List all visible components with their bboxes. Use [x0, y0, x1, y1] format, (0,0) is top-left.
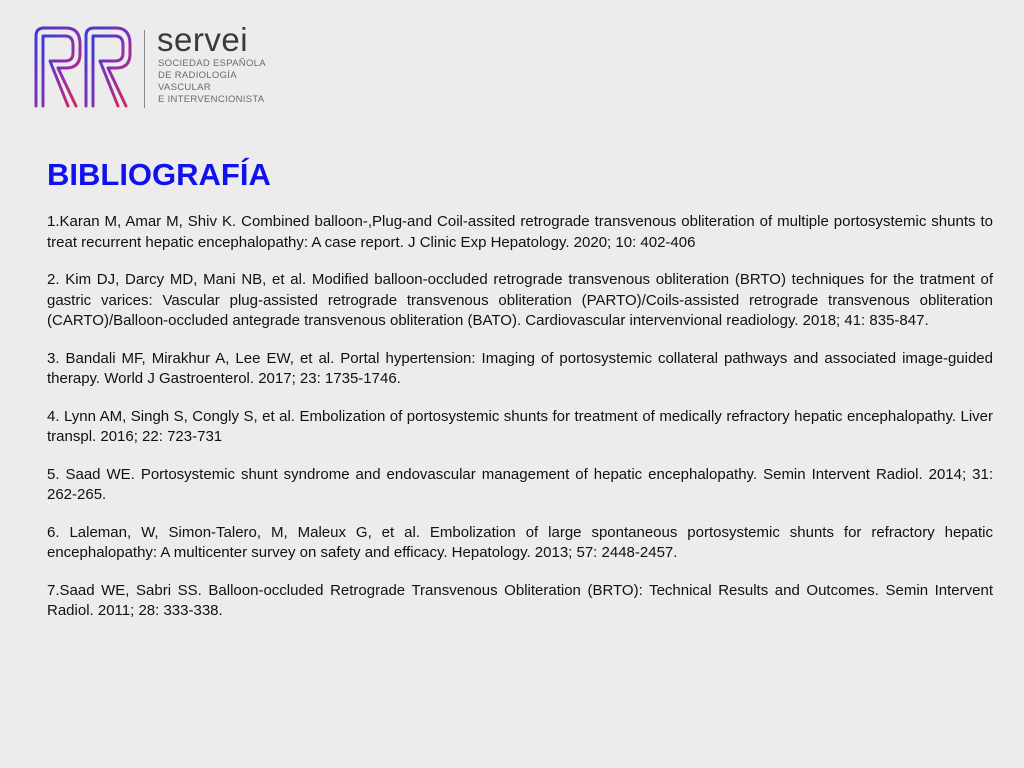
logo-divider [144, 30, 145, 108]
reference-item: 2. Kim DJ, Darcy MD, Mani NB, et al. Modified balloon-occluded retrograde transvenous obliteration (BRTO) techniques for the tratment of gastric varices: Vascular plug-assisted retrograde transvenous obliteration (PARTO)/Coils-assisted retrograde transvenous obliteration (CARTO)/Balloon-occluded antegrade transvenous obliteration (BATO). Cardiovascular intervenvional readiology. 2018; 41: 835-847. [47, 271, 993, 329]
servei-logo [30, 22, 310, 112]
servei-logo-mark-icon [30, 22, 134, 112]
logo-subtitle-line: SOCIEDAD ESPAÑOLA [158, 58, 266, 69]
page-title: BIBLIOGRAFÍA [47, 157, 271, 192]
reference-item: 3. Bandali MF, Mirakhur A, Lee EW, et al. Portal hypertension: Imaging of portosystemic collateral pathways and associated image-guided therapy. World J Gastroenterol. 2017; 23: 1735-1746. [47, 349, 993, 387]
reference-list [47, 212, 993, 639]
reference-item: 7.Saad WE, Sabri SS. Balloon-occluded Retrograde Transvenous Obliteration (BRTO): Technical Results and Outcomes. Semin Intervent Radiol. 2011; 28: 333-338. [47, 581, 993, 619]
reference-item: 4. Lynn AM, Singh S, Congly S, et al. Embolization of portosystemic shunts for treatment of medically refractory hepatic encephalopathy. Liver transpl. 2016; 22: 723-731 [47, 407, 993, 445]
reference-item: 5. Saad WE. Portosystemic shunt syndrome and endovascular management of hepatic encephalopathy. Semin Intervent Radiol. 2014; 31: 262-265. [47, 465, 993, 503]
logo-subtitle [158, 58, 266, 106]
logo-subtitle-line: DE RADIOLOGÍA [158, 70, 237, 81]
logo-subtitle-line: VASCULAR [158, 82, 211, 93]
reference-item: 1.Karan M, Amar M, Shiv K. Combined balloon-,Plug-and Coil-assited retrograde transvenous obliteration of multiple portosystemic shunts to treat recurrent hepatic encephalopathy: A case report. J Clinic Exp Hepatology. 2020; 10: 402-406 [47, 213, 993, 251]
logo-subtitle-line: E INTERVENCIONISTA [158, 94, 265, 105]
logo-name: servei [157, 21, 249, 58]
reference-item: 6. Laleman, W, Simon-Talero, M, Maleux G, et al. Embolization of large spontaneous portosystemic shunts for refractory hepatic encephalopathy: A multicenter survey on safety and efficacy. Hepatology. 2013; 57: 2448-2457. [47, 523, 993, 561]
